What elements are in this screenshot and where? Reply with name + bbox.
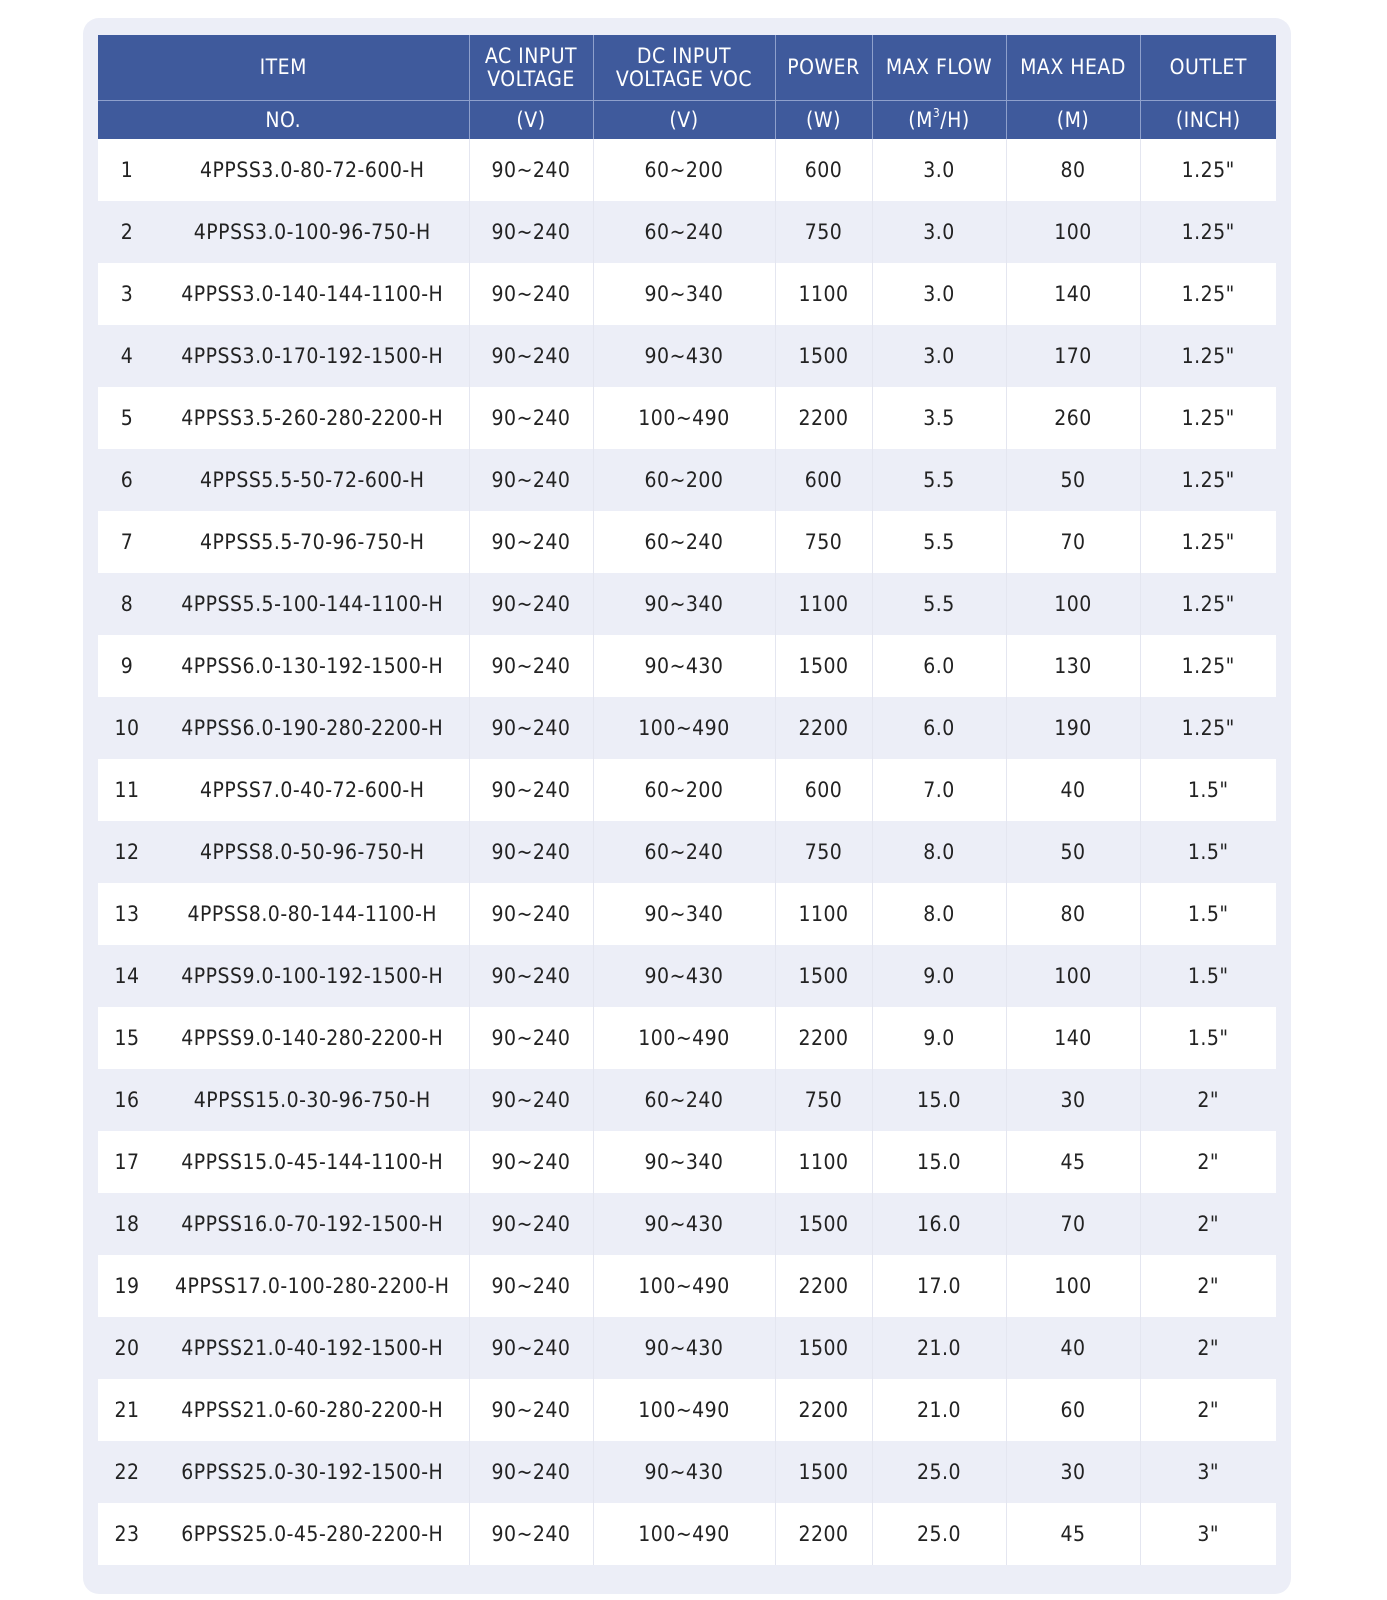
cell-ac-voltage: 90~240 — [469, 1255, 593, 1317]
cell-max-flow: 3.5 — [872, 387, 1006, 449]
cell-dc-voltage: 100~490 — [593, 387, 775, 449]
header-outlet-unit: (INCH) — [1140, 101, 1276, 140]
cell-ac-voltage: 90~240 — [469, 1069, 593, 1131]
cell-dc-voltage: 100~490 — [593, 1503, 775, 1565]
cell-no: 2 — [98, 201, 156, 263]
flow-unit-post: /H) — [940, 107, 970, 132]
cell-max-flow: 3.0 — [872, 325, 1006, 387]
cell-ac-voltage: 90~240 — [469, 759, 593, 821]
cell-power: 600 — [775, 759, 872, 821]
cell-max-flow: 9.0 — [872, 1007, 1006, 1069]
cell-model: 4PPSS9.0-100-192-1500-H — [156, 945, 469, 1007]
cell-outlet: 2" — [1140, 1317, 1276, 1379]
cell-max-head: 100 — [1006, 573, 1140, 635]
header-no: NO. — [98, 101, 469, 140]
cell-ac-voltage: 90~240 — [469, 1503, 593, 1565]
cell-power: 1100 — [775, 263, 872, 325]
table-row — [98, 511, 1276, 573]
cell-power: 600 — [775, 139, 872, 201]
cell-power: 1500 — [775, 1441, 872, 1503]
header-row-units — [98, 101, 1276, 140]
table-row — [98, 1007, 1276, 1069]
header-dc-unit: (V) — [593, 101, 775, 140]
cell-dc-voltage: 90~430 — [593, 945, 775, 1007]
cell-power: 1500 — [775, 635, 872, 697]
cell-dc-voltage: 90~430 — [593, 1317, 775, 1379]
cell-power: 600 — [775, 449, 872, 511]
table-row — [98, 821, 1276, 883]
cell-outlet: 1.5" — [1140, 883, 1276, 945]
cell-max-head: 140 — [1006, 1007, 1140, 1069]
cell-max-flow: 3.0 — [872, 139, 1006, 201]
cell-model: 4PPSS8.0-80-144-1100-H — [156, 883, 469, 945]
cell-outlet: 3" — [1140, 1503, 1276, 1565]
cell-dc-voltage: 90~430 — [593, 1441, 775, 1503]
cell-no: 17 — [98, 1131, 156, 1193]
cell-no: 16 — [98, 1069, 156, 1131]
cell-dc-voltage: 60~240 — [593, 201, 775, 263]
cell-power: 2200 — [775, 1255, 872, 1317]
header-outlet: OUTLET — [1140, 35, 1276, 101]
cell-max-flow: 5.5 — [872, 511, 1006, 573]
cell-no: 14 — [98, 945, 156, 1007]
cell-model: 4PPSS16.0-70-192-1500-H — [156, 1193, 469, 1255]
cell-max-head: 45 — [1006, 1503, 1140, 1565]
cell-ac-voltage: 90~240 — [469, 387, 593, 449]
cell-dc-voltage: 60~240 — [593, 511, 775, 573]
cell-max-flow: 8.0 — [872, 883, 1006, 945]
cell-outlet: 1.5" — [1140, 1007, 1276, 1069]
table-row — [98, 1441, 1276, 1503]
cell-power: 2200 — [775, 1379, 872, 1441]
table-row — [98, 1379, 1276, 1441]
cell-outlet: 2" — [1140, 1069, 1276, 1131]
cell-ac-voltage: 90~240 — [469, 1193, 593, 1255]
cell-max-head: 70 — [1006, 1193, 1140, 1255]
cell-power: 1500 — [775, 945, 872, 1007]
cell-dc-voltage: 100~490 — [593, 1007, 775, 1069]
cell-max-flow: 9.0 — [872, 945, 1006, 1007]
cell-dc-voltage: 100~490 — [593, 697, 775, 759]
header-max-head: MAX HEAD — [1006, 35, 1140, 101]
table-row — [98, 573, 1276, 635]
cell-model: 4PPSS3.0-80-72-600-H — [156, 139, 469, 201]
cell-no: 20 — [98, 1317, 156, 1379]
cell-outlet: 1.25" — [1140, 263, 1276, 325]
cell-max-flow: 6.0 — [872, 635, 1006, 697]
cell-max-head: 100 — [1006, 1255, 1140, 1317]
cell-model: 4PPSS21.0-60-280-2200-H — [156, 1379, 469, 1441]
cell-model: 4PPSS21.0-40-192-1500-H — [156, 1317, 469, 1379]
cell-model: 4PPSS3.0-140-144-1100-H — [156, 263, 469, 325]
cell-max-head: 30 — [1006, 1441, 1140, 1503]
cell-outlet: 1.25" — [1140, 201, 1276, 263]
cell-no: 22 — [98, 1441, 156, 1503]
cell-no: 19 — [98, 1255, 156, 1317]
cell-max-head: 140 — [1006, 263, 1140, 325]
cell-ac-voltage: 90~240 — [469, 1441, 593, 1503]
cell-model: 4PPSS5.5-70-96-750-H — [156, 511, 469, 573]
cell-ac-voltage: 90~240 — [469, 201, 593, 263]
cell-max-head: 80 — [1006, 139, 1140, 201]
cell-power: 750 — [775, 1069, 872, 1131]
pump-spec-table — [98, 35, 1276, 1565]
table-row — [98, 1131, 1276, 1193]
table-body — [98, 139, 1276, 1565]
cell-power: 1100 — [775, 573, 872, 635]
cell-model: 4PPSS5.5-100-144-1100-H — [156, 573, 469, 635]
cell-no: 8 — [98, 573, 156, 635]
cell-ac-voltage: 90~240 — [469, 1379, 593, 1441]
cell-model: 4PPSS3.0-100-96-750-H — [156, 201, 469, 263]
cell-ac-voltage: 90~240 — [469, 635, 593, 697]
cell-max-head: 45 — [1006, 1131, 1140, 1193]
cell-power: 2200 — [775, 1503, 872, 1565]
cell-no: 23 — [98, 1503, 156, 1565]
cell-dc-voltage: 90~430 — [593, 325, 775, 387]
header-power-unit: (W) — [775, 101, 872, 140]
header-ac-unit: (V) — [469, 101, 593, 140]
cell-model: 4PPSS9.0-140-280-2200-H — [156, 1007, 469, 1069]
cell-outlet: 1.5" — [1140, 759, 1276, 821]
header-dc-input-voltage — [593, 35, 775, 101]
table-row — [98, 945, 1276, 1007]
cell-max-flow: 5.5 — [872, 449, 1006, 511]
cell-outlet: 1.25" — [1140, 325, 1276, 387]
cell-no: 15 — [98, 1007, 156, 1069]
cell-outlet: 2" — [1140, 1193, 1276, 1255]
cell-max-head: 70 — [1006, 511, 1140, 573]
cell-ac-voltage: 90~240 — [469, 573, 593, 635]
cell-model: 4PPSS5.5-50-72-600-H — [156, 449, 469, 511]
cell-model: 4PPSS15.0-45-144-1100-H — [156, 1131, 469, 1193]
cell-outlet: 2" — [1140, 1255, 1276, 1317]
cell-outlet: 1.25" — [1140, 697, 1276, 759]
cell-max-head: 30 — [1006, 1069, 1140, 1131]
cell-max-flow: 7.0 — [872, 759, 1006, 821]
cell-dc-voltage: 60~240 — [593, 821, 775, 883]
header-dc-line2: VOLTAGE VOC — [615, 66, 753, 91]
cell-ac-voltage: 90~240 — [469, 1007, 593, 1069]
cell-ac-voltage: 90~240 — [469, 325, 593, 387]
table-row — [98, 697, 1276, 759]
cell-dc-voltage: 90~340 — [593, 883, 775, 945]
header-ac-line1: AC INPUT — [484, 44, 578, 69]
cell-outlet: 2" — [1140, 1379, 1276, 1441]
cell-no: 11 — [98, 759, 156, 821]
cell-power: 1100 — [775, 1131, 872, 1193]
cell-max-head: 40 — [1006, 1317, 1140, 1379]
cell-ac-voltage: 90~240 — [469, 511, 593, 573]
cell-no: 12 — [98, 821, 156, 883]
cell-power: 1500 — [775, 325, 872, 387]
cell-no: 1 — [98, 139, 156, 201]
cell-max-head: 50 — [1006, 449, 1140, 511]
table-row — [98, 387, 1276, 449]
cell-max-head: 60 — [1006, 1379, 1140, 1441]
cell-outlet: 1.25" — [1140, 511, 1276, 573]
header-ac-input-voltage — [469, 35, 593, 101]
cell-max-head: 100 — [1006, 945, 1140, 1007]
table-row — [98, 1255, 1276, 1317]
cell-outlet: 1.25" — [1140, 635, 1276, 697]
header-head-unit: (M) — [1006, 101, 1140, 140]
cell-no: 9 — [98, 635, 156, 697]
header-ac-line2: VOLTAGE — [487, 66, 575, 91]
cell-model: 4PPSS17.0-100-280-2200-H — [156, 1255, 469, 1317]
cell-power: 2200 — [775, 1007, 872, 1069]
table-row — [98, 635, 1276, 697]
cell-max-head: 80 — [1006, 883, 1140, 945]
flow-unit-sup: 3 — [932, 105, 941, 120]
cell-no: 3 — [98, 263, 156, 325]
cell-outlet: 2" — [1140, 1131, 1276, 1193]
cell-max-flow: 17.0 — [872, 1255, 1006, 1317]
header-power: POWER — [775, 35, 872, 101]
cell-dc-voltage: 90~340 — [593, 1131, 775, 1193]
table-row — [98, 449, 1276, 511]
table-row — [98, 1193, 1276, 1255]
cell-max-flow: 21.0 — [872, 1317, 1006, 1379]
header-flow-unit — [872, 101, 1006, 140]
cell-max-flow: 3.0 — [872, 263, 1006, 325]
cell-no: 4 — [98, 325, 156, 387]
cell-no: 21 — [98, 1379, 156, 1441]
cell-model: 4PPSS6.0-190-280-2200-H — [156, 697, 469, 759]
table-row — [98, 1069, 1276, 1131]
table-row — [98, 1317, 1276, 1379]
cell-no: 13 — [98, 883, 156, 945]
cell-max-flow: 21.0 — [872, 1379, 1006, 1441]
cell-power: 1500 — [775, 1193, 872, 1255]
cell-model: 4PPSS3.0-170-192-1500-H — [156, 325, 469, 387]
cell-max-flow: 16.0 — [872, 1193, 1006, 1255]
cell-max-head: 190 — [1006, 697, 1140, 759]
cell-dc-voltage: 60~200 — [593, 759, 775, 821]
cell-no: 10 — [98, 697, 156, 759]
cell-ac-voltage: 90~240 — [469, 945, 593, 1007]
table-row — [98, 201, 1276, 263]
cell-ac-voltage: 90~240 — [469, 821, 593, 883]
cell-model: 4PPSS3.5-260-280-2200-H — [156, 387, 469, 449]
table-row — [98, 263, 1276, 325]
cell-dc-voltage: 60~200 — [593, 139, 775, 201]
cell-ac-voltage: 90~240 — [469, 1317, 593, 1379]
cell-outlet: 1.25" — [1140, 139, 1276, 201]
cell-max-head: 40 — [1006, 759, 1140, 821]
cell-max-head: 130 — [1006, 635, 1140, 697]
cell-max-flow: 15.0 — [872, 1131, 1006, 1193]
cell-max-head: 100 — [1006, 201, 1140, 263]
cell-dc-voltage: 60~200 — [593, 449, 775, 511]
cell-max-head: 50 — [1006, 821, 1140, 883]
cell-power: 750 — [775, 201, 872, 263]
cell-max-flow: 8.0 — [872, 821, 1006, 883]
cell-ac-voltage: 90~240 — [469, 449, 593, 511]
cell-max-flow: 25.0 — [872, 1441, 1006, 1503]
cell-model: 4PPSS6.0-130-192-1500-H — [156, 635, 469, 697]
table-row — [98, 883, 1276, 945]
cell-outlet: 1.5" — [1140, 945, 1276, 1007]
cell-dc-voltage: 90~340 — [593, 263, 775, 325]
flow-unit-pre: (M — [908, 107, 933, 132]
cell-outlet: 1.25" — [1140, 387, 1276, 449]
cell-no: 5 — [98, 387, 156, 449]
cell-max-flow: 6.0 — [872, 697, 1006, 759]
cell-power: 750 — [775, 821, 872, 883]
cell-max-head: 260 — [1006, 387, 1140, 449]
cell-power: 750 — [775, 511, 872, 573]
cell-max-flow: 25.0 — [872, 1503, 1006, 1565]
table-row — [98, 325, 1276, 387]
cell-dc-voltage: 100~490 — [593, 1379, 775, 1441]
cell-dc-voltage: 90~430 — [593, 635, 775, 697]
cell-dc-voltage: 60~240 — [593, 1069, 775, 1131]
header-max-flow: MAX FLOW — [872, 35, 1006, 101]
header-row-titles — [98, 35, 1276, 101]
header-dc-line1: DC INPUT — [636, 44, 732, 69]
cell-max-head: 170 — [1006, 325, 1140, 387]
table-row — [98, 759, 1276, 821]
cell-power: 1100 — [775, 883, 872, 945]
cell-power: 1500 — [775, 1317, 872, 1379]
cell-no: 6 — [98, 449, 156, 511]
header-item: ITEM — [98, 35, 469, 101]
cell-model: 4PPSS7.0-40-72-600-H — [156, 759, 469, 821]
table-row — [98, 1503, 1276, 1565]
cell-model: 6PPSS25.0-45-280-2200-H — [156, 1503, 469, 1565]
cell-max-flow: 3.0 — [872, 201, 1006, 263]
cell-max-flow: 5.5 — [872, 573, 1006, 635]
cell-outlet: 1.25" — [1140, 449, 1276, 511]
cell-no: 7 — [98, 511, 156, 573]
cell-ac-voltage: 90~240 — [469, 697, 593, 759]
cell-max-flow: 15.0 — [872, 1069, 1006, 1131]
cell-no: 18 — [98, 1193, 156, 1255]
cell-ac-voltage: 90~240 — [469, 883, 593, 945]
cell-model: 4PPSS15.0-30-96-750-H — [156, 1069, 469, 1131]
cell-dc-voltage: 90~340 — [593, 573, 775, 635]
cell-dc-voltage: 90~430 — [593, 1193, 775, 1255]
cell-outlet: 3" — [1140, 1441, 1276, 1503]
cell-dc-voltage: 100~490 — [593, 1255, 775, 1317]
cell-outlet: 1.5" — [1140, 821, 1276, 883]
cell-ac-voltage: 90~240 — [469, 139, 593, 201]
cell-power: 2200 — [775, 387, 872, 449]
table-row — [98, 139, 1276, 201]
cell-model: 4PPSS8.0-50-96-750-H — [156, 821, 469, 883]
cell-model: 6PPSS25.0-30-192-1500-H — [156, 1441, 469, 1503]
cell-outlet: 1.25" — [1140, 573, 1276, 635]
cell-ac-voltage: 90~240 — [469, 263, 593, 325]
cell-power: 2200 — [775, 697, 872, 759]
cell-ac-voltage: 90~240 — [469, 1131, 593, 1193]
